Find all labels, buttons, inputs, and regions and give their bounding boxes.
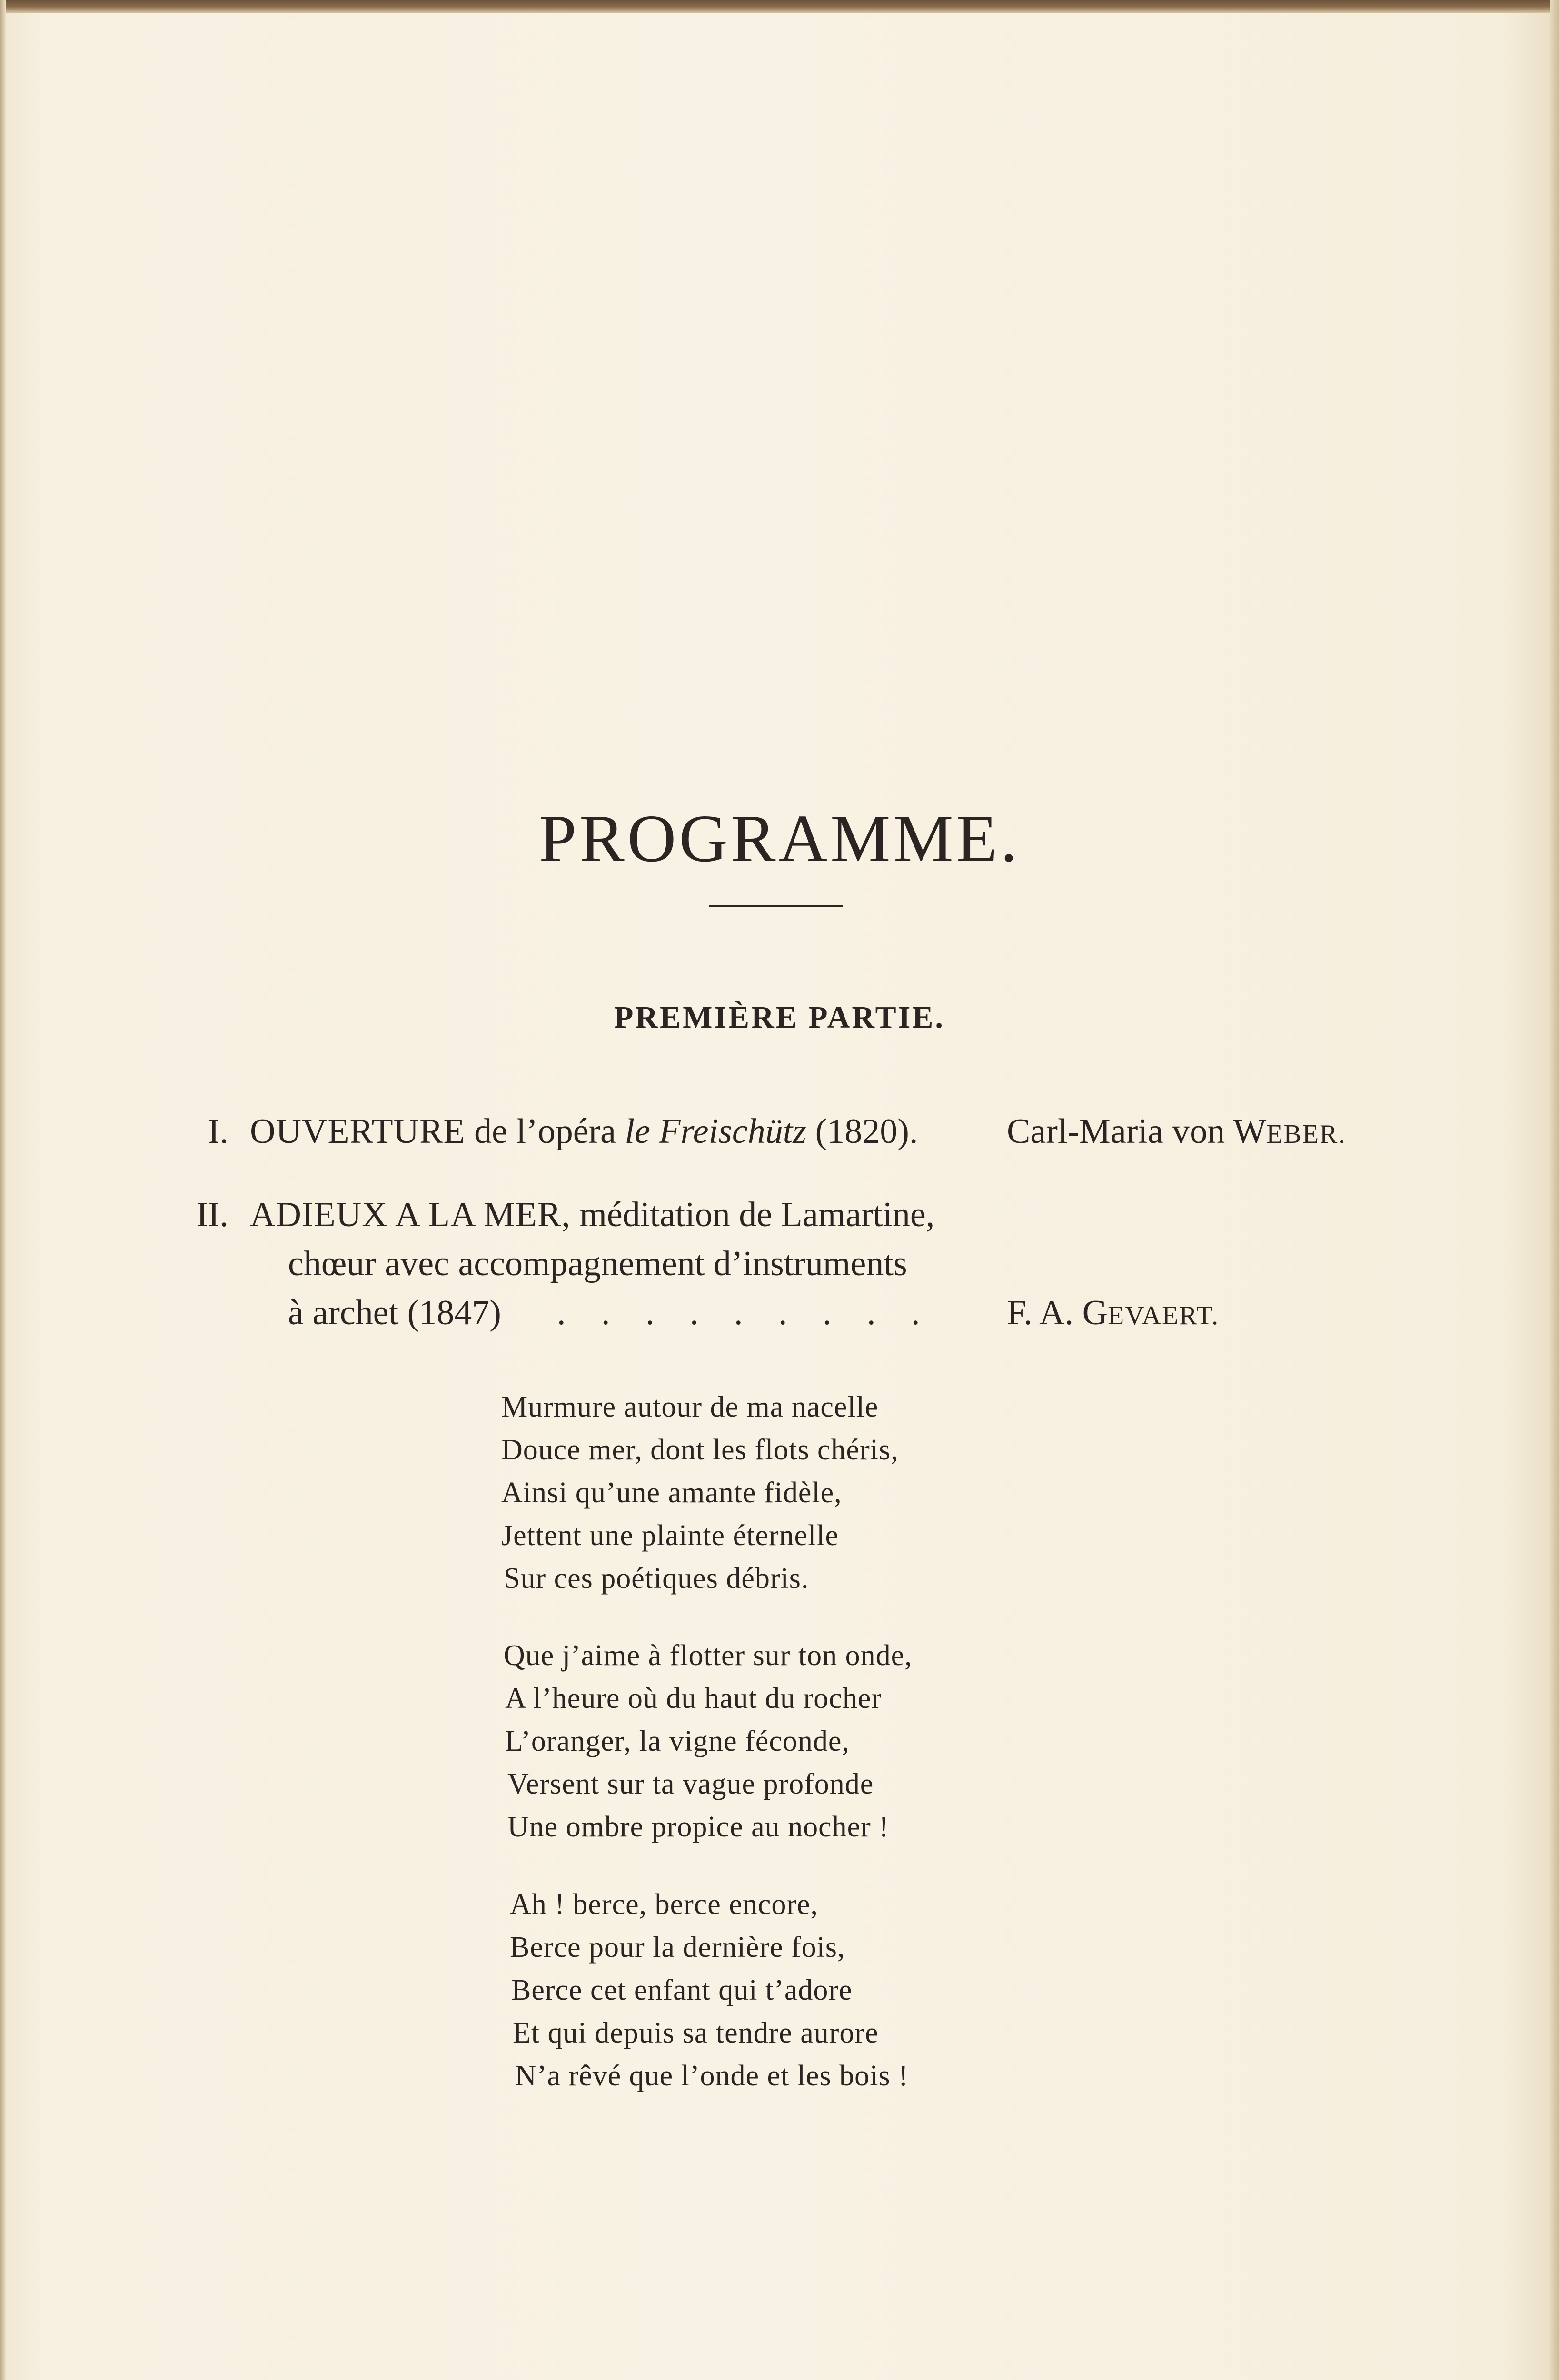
poem-line: Et qui depuis sa tendre aurore — [513, 2017, 879, 2049]
poem-line: Douce mer, dont les flots chéris, — [501, 1434, 899, 1466]
item-2-line-1-rest: méditation de Lamartine, — [579, 1195, 935, 1234]
poem-line: N’a rêvé que l’onde et les bois ! — [515, 2060, 909, 2092]
item-1-composer-first: Carl-Maria von — [1007, 1112, 1225, 1151]
item-1-title-caps: OUVERTURE — [250, 1112, 466, 1151]
item-1-title-rest: de l’opéra — [474, 1112, 616, 1151]
title-divider — [709, 905, 843, 907]
item-2-line-3: à archet (1847) — [288, 1293, 501, 1332]
item-2-leader-dots: . . . . . . . . . — [557, 1293, 933, 1332]
poem-line: Berce pour la dernière fois, — [510, 1931, 845, 1964]
poem-line: A l’heure où du haut du rocher — [505, 1682, 882, 1715]
item-1-line — [250, 1114, 918, 1149]
item-2-line-1 — [250, 1197, 934, 1232]
poem-line: Sur ces poétiques débris. — [504, 1562, 809, 1595]
book-top-edge — [0, 0, 1559, 13]
item-2-composer-initial: G — [1082, 1293, 1108, 1332]
item-2-composer-first: F. A. — [1007, 1293, 1074, 1332]
page-title: PROGRAMME. — [539, 801, 1020, 876]
poem-line: Ainsi qu’une amante fidèle, — [501, 1477, 842, 1509]
poem-line: Jettent une plainte éternelle — [501, 1519, 839, 1552]
item-2-title-caps: ADIEUX A LA MER, — [250, 1195, 571, 1234]
poem-line: L’oranger, la vigne féconde, — [505, 1725, 850, 1757]
item-2-composer-rest: EVAERT. — [1108, 1301, 1220, 1330]
poem-line: Murmure autour de ma nacelle — [501, 1391, 879, 1423]
item-1-composer-rest: EBER. — [1266, 1120, 1346, 1149]
poem-line: Ah ! berce, berce encore, — [510, 1888, 819, 1921]
item-2-numeral: II. — [196, 1195, 228, 1234]
part-heading: PREMIÈRE PARTIE. — [614, 1000, 945, 1035]
item-1-year: (1820). — [815, 1112, 918, 1151]
poem-line: Une ombre propice au nocher ! — [507, 1811, 889, 1843]
item-1-composer — [1007, 1114, 1346, 1149]
item-2-line-2: chœur avec accompagnement d’instruments — [288, 1244, 907, 1283]
book-right-edge — [1550, 0, 1559, 2380]
item-2-composer — [1007, 1295, 1219, 1330]
book-left-edge — [0, 0, 6, 2380]
item-1-composer-initial: W — [1233, 1112, 1267, 1151]
poem-line: Berce cet enfant qui t’adore — [511, 1974, 853, 2006]
poem-line: Versent sur ta vague profonde — [507, 1768, 874, 1800]
item-1-numeral: I. — [208, 1112, 228, 1151]
item-1-title-italic: le Freischütz — [625, 1112, 807, 1151]
poem-line: Que j’aime à flotter sur ton onde, — [504, 1639, 913, 1672]
